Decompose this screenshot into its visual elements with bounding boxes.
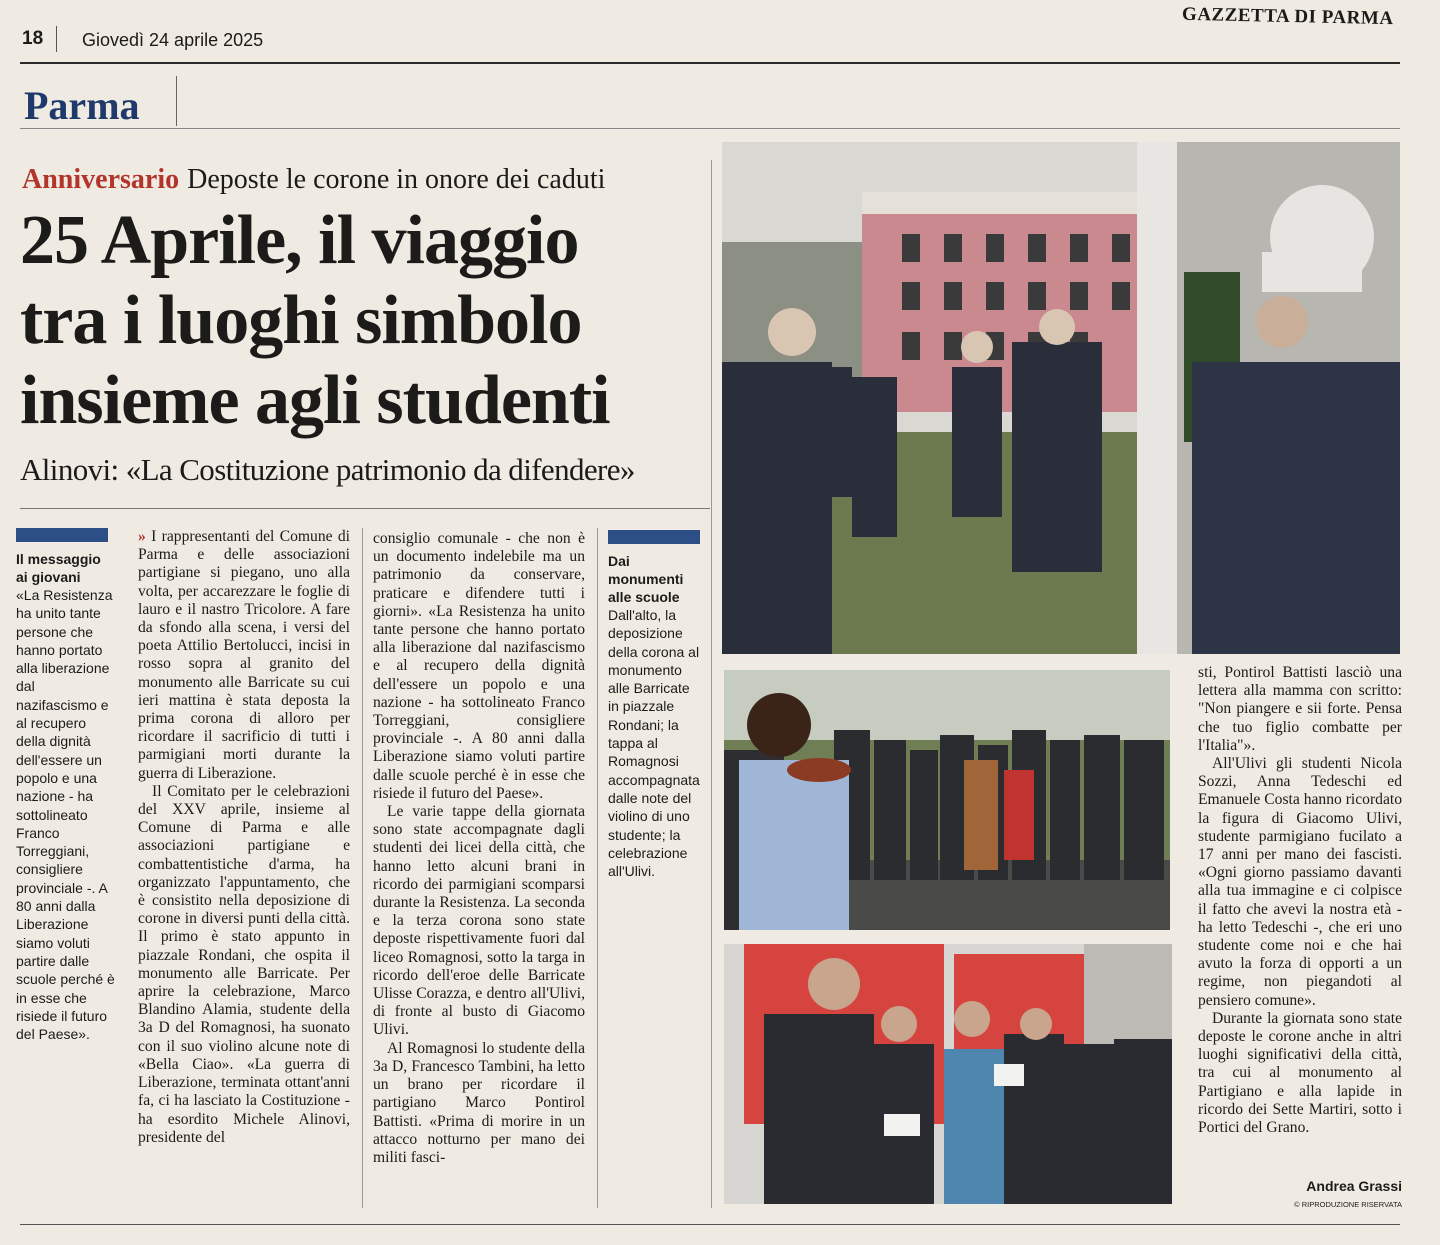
kicker-text: Deposte le corone in onore dei caduti: [187, 164, 606, 195]
article-subhead: Alinovi: «La Costituzione patrimonio da difendere»: [20, 452, 635, 487]
bottom-rule: [20, 1224, 1400, 1225]
paragraph: Il Comitato per le celebrazioni del XXV aprile, insieme al Comune di Parma e alle associazioni partigiane e combattentistiche d'arma, ha organizzato l'appuntamento, che è consistito nella deposizione di corone in diversi punti della città. Il primo è stato appunto in piazzale Rondani, che ospita il monumento alle Barricate. Per aprire la celebrazione, Marco Blandino Alamia, studente della 3a D del Romagnosi, ha suonato con il suo violino alcune note di «Bella Ciao». «La guerra di Liberazione, terminata ottant'anni fa, ci ha lasciato la Costituzione - ha esordito Michele Alinovi, presidente del: [138, 782, 350, 1146]
headline-line: tra i luoghi simbolo: [20, 282, 582, 359]
article-headline: [20, 202, 710, 446]
chevron-icon: »: [138, 528, 152, 545]
sidebar-bar: [608, 530, 700, 544]
article-kicker: [22, 164, 605, 196]
sidebar-caption: [608, 530, 704, 880]
page-header: [0, 0, 1440, 64]
sidebar-body: Dall'alto, la deposizione della corona al monumento alle Barricate in piazzale Rondani; la tappa al Romagnosi accompagnata dalle note del violino di uno studente; la celebrazione all'Ulivi.: [608, 607, 700, 880]
sidebar-quote: [16, 528, 116, 1043]
paragraph: All'Ulivi gli studenti Nicola Sozzi, Anna Tedeschi ed Emanuele Costa hanno ricordato la figura di Giacomo Ulivi, studente parmigiano fucilato a 17 anni per mano dei fascisti. «Ogni giorno passiamo davanti alla tua immagine e ci colpisce il fatto che avevi la nostra età - ha letto Tedeschi -, che eri uno studente come noi e che hai avuto la forza di opporti a un regime, non piegandoti al pensiero comune».: [1198, 755, 1402, 1009]
column-rule: [362, 528, 363, 1208]
headline-rule: [20, 508, 710, 509]
column-rule: [711, 160, 712, 1208]
body-column-1: [138, 528, 350, 1147]
sidebar-title: Il messaggio ai giovani: [16, 551, 101, 585]
section-rule: [20, 128, 1400, 129]
column-rule: [597, 528, 598, 1208]
kicker-label: Anniversario: [22, 164, 180, 195]
sidebar-bar: [16, 528, 108, 542]
paragraph-text: I rappresentanti del Comune di Parma e delle associazioni partigiane si piegano, uno alla volta, per accarezzare le foglie di lauro e il nastro Tricolore. A fare da sfondo alla scena, i versi del poeta Attilio Bertolucci, incisi in rosso sopra al granito del monumento alle Barricate su cui ieri mattina è stata deposta la prima corona di alloro per ricordare il sacrificio di tutti i parmigiani morti durante la guerra di Liberazione.: [138, 528, 350, 782]
section-divider: [176, 76, 177, 126]
paragraph: Le varie tappe della giornata sono state accompagnate dagli studenti dei licei della città, che hanno letto alcuni brani in ricordo dei parmigiani scomparsi durante la Resistenza. La seconda e la terza corona sono state deposte rispettivamente fuori dal liceo Romagnosi, sotto la targa in ricordo dell'eroe delle Barricate Ulisse Corazza, e dentro all'Ulivi, di fronte al busto di Giacomo Ulivi.: [373, 803, 585, 1039]
paragraph: Durante la giornata sono state deposte le corone anche in altri luoghi significativi della città, tra cui al monumento al Partigiano e alla lapide in ricordo dei Sette Martiri, sotto i Portici del Grano.: [1198, 1009, 1402, 1137]
headline-line: insieme agli studenti: [20, 362, 610, 439]
body-column-2: [373, 530, 585, 1167]
photo-wreath-ceremony: [722, 142, 1400, 654]
author-byline: Andrea Grassi: [1306, 1178, 1402, 1194]
paragraph: consiglio comunale - che non è un documento indelebile ma un patrimonio da conservare, praticare e difendere tutti i giorni». «La Resistenza ha unito tante persone che hanno portato alla liberazione dal nazifascismo e al recupero della dignità dell'essere un popolo e una nazione - ha sottolineato Franco Torreggiani, consigliere provinciale -. A 80 anni dalla Liberazione siamo voluti partire dalle scuole perché è in esse che risiede il futuro del Paese».: [373, 530, 585, 802]
issue-date: Giovedì 24 aprile 2025: [82, 30, 264, 50]
photo-violin-student: [724, 670, 1170, 930]
sidebar-title: Dai monumenti alle scuole: [608, 553, 684, 605]
paragraph: [138, 528, 350, 783]
sidebar-body: «La Resistenza ha unito tante persone che hanno portato alla liberazione dal nazifascismo e al recupero della dignità dell'essere un popolo e una nazione - ha sottolineato Franco Torreggiani, consigliere provinciale -. A 80 anni dalla Liberazione siamo voluti partire dalle scuole perché è in esse che risiede il futuro del Paese».: [16, 587, 115, 1043]
top-rule: [20, 62, 1400, 64]
section-title: Parma: [24, 83, 140, 128]
photo-students-reading: [724, 944, 1172, 1204]
masthead: GAZZETTA DI PARMA: [1182, 3, 1395, 30]
rights-notice: © RIPRODUZIONE RISERVATA: [1294, 1200, 1402, 1209]
page-number: 18: [22, 28, 44, 49]
body-column-3: [1198, 664, 1402, 1137]
paragraph: sti, Pontirol Battisti lasciò una lettera alla mamma con scritto: "Non piangere e sii forte. Pensa che tuo figlio combatte per l'Italia"».: [1198, 664, 1402, 754]
header-divider: [56, 26, 57, 52]
headline-line: 25 Aprile, il viaggio: [20, 202, 579, 279]
paragraph: Al Romagnosi lo studente della 3a D, Francesco Tambini, ha letto un brano per ricordare il partigiano Marco Pontirol Battisti. «Prima di morire in un attacco notturno per mano dei militi fasci-: [373, 1039, 585, 1166]
